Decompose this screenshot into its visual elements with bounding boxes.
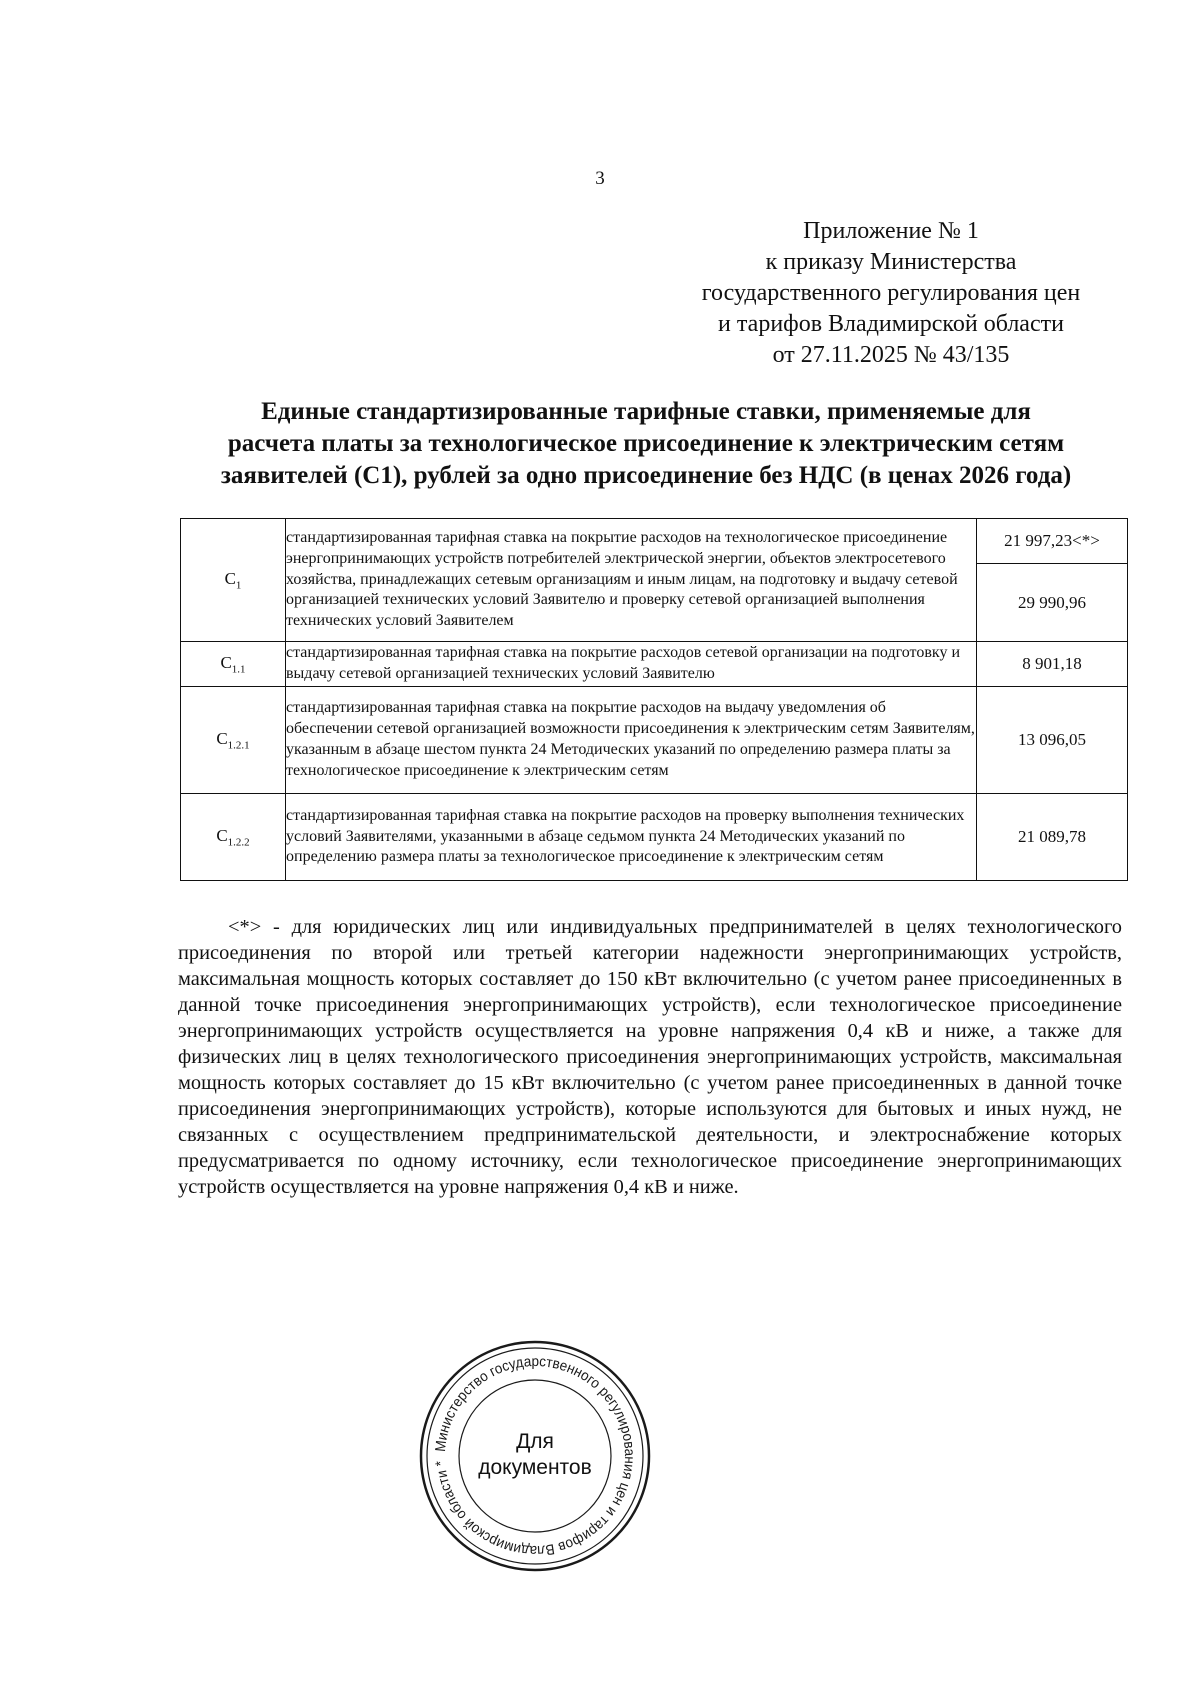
code-subscript: 1.2.1 <box>227 739 250 752</box>
rate-code-c1-2-2 <box>181 794 286 881</box>
rate-description: стандартизированная тарифная ставка на покрытие расходов на технологическое присоединение энергопринимающих устройств потребителей электрической энергии, объектов электросетевого хозяйства, принадлежащих сетевым организациям и иным лицам, на подготовку и выдачу сетевой организацией технических условий Заявителю и проверку сетевой организацией выполнения технических условий Заявителем <box>286 519 977 642</box>
rate-value: 13 096,05 <box>977 687 1128 794</box>
official-stamp <box>417 1338 653 1574</box>
rate-value: 21 997,23<*> <box>977 519 1128 564</box>
table-row <box>181 794 1128 881</box>
code-subscript: 1 <box>235 579 242 592</box>
annex-line: от 27.11.2025 № 43/135 <box>772 342 1010 368</box>
rate-code-c1-1 <box>181 642 286 687</box>
stamp-center-line: Для <box>516 1430 554 1453</box>
code-letter: С <box>216 825 228 845</box>
annex-header <box>660 216 1122 371</box>
stamp-center-text <box>417 1429 653 1481</box>
annex-line: и тарифов Владимирской области <box>718 311 1064 337</box>
code-letter: С <box>216 728 228 748</box>
annex-line: Приложение № 1 <box>803 218 979 244</box>
table-row <box>181 519 1128 564</box>
code-subscript: 1.1 <box>231 663 246 676</box>
rate-description: стандартизированная тарифная ставка на покрытие расходов на выдачу уведомления об обеспечении сетевой организацией возможности присоединения к электрическим сетям Заявителям, указанным в абзаце шестом пункта 24 Методических указаний по определению размера платы за технологическое присоединение к электрическим сетям <box>286 687 977 794</box>
document-title <box>180 396 1112 492</box>
annex-line: к приказу Министерства <box>765 249 1017 275</box>
rate-value: 8 901,18 <box>977 642 1128 687</box>
tariff-table <box>180 518 1128 881</box>
stamp-ring-text: Министерство государственного регулирования цен и тарифов Владимирской области * <box>432 1353 638 1559</box>
annex-line: государственного регулирования цен <box>701 280 1081 306</box>
title-line: Единые стандартизированные тарифные ставки, применяемые для <box>261 398 1031 425</box>
rate-description: стандартизированная тарифная ставка на покрытие расходов на проверку выполнения технических условий Заявителями, указанными в абзаце седьмом пункта 24 Методических указаний по определению размера платы за технологическое присоединение к электрическим сетям <box>286 794 977 881</box>
table-row <box>181 687 1128 794</box>
code-subscript: 1.2.2 <box>227 836 250 849</box>
footnote-text: <*> - для юридических лиц или индивидуальных предпринимателей в целях технологического присоединения по второй или третьей категории надежности энергопринимающих устройств, максимальная мощность которых составляет до 150 кВт включительно (с учетом ранее присоединенных в данной точке присоединения энергопринимающих устройств), если технологическое присоединение энергопринимающих устройств осуществляется на уровне напряжения 0,4 кВ и ниже, а также для физических лиц в целях технологического присоединения энергопринимающих устройств, максимальная мощность которых составляет до 15 кВт включительно (с учетом ранее присоединенных в данной точке присоединения энергопринимающих устройств), которые используются для бытовых и иных нужд, не связанных с осуществлением предпринимательской деятельности, и электроснабжение которых предусматривается по одному источнику, если технологическое присоединение энергопринимающих устройств осуществляется на уровне напряжения 0,4 кВ и ниже. <box>178 916 1122 1198</box>
rate-value: 21 089,78 <box>977 794 1128 881</box>
rate-value: 29 990,96 <box>977 564 1128 642</box>
title-line: заявителей (С1), рублей за одно присоединение без НДС (в ценах 2026 года) <box>220 462 1072 489</box>
rate-description: стандартизированная тарифная ставка на покрытие расходов сетевой организации на подготовку и выдачу сетевой организацией технических условий Заявителю <box>286 642 977 687</box>
rate-code-c1-2-1 <box>181 687 286 794</box>
page-number: 3 <box>595 168 605 189</box>
code-letter: С <box>224 568 236 588</box>
code-letter: С <box>220 652 232 672</box>
table-row <box>181 642 1128 687</box>
rate-code-c1 <box>181 519 286 642</box>
title-line: расчета платы за технологическое присоединение к электрическим сетям <box>227 430 1065 457</box>
stamp-center-line: документов <box>478 1456 592 1479</box>
